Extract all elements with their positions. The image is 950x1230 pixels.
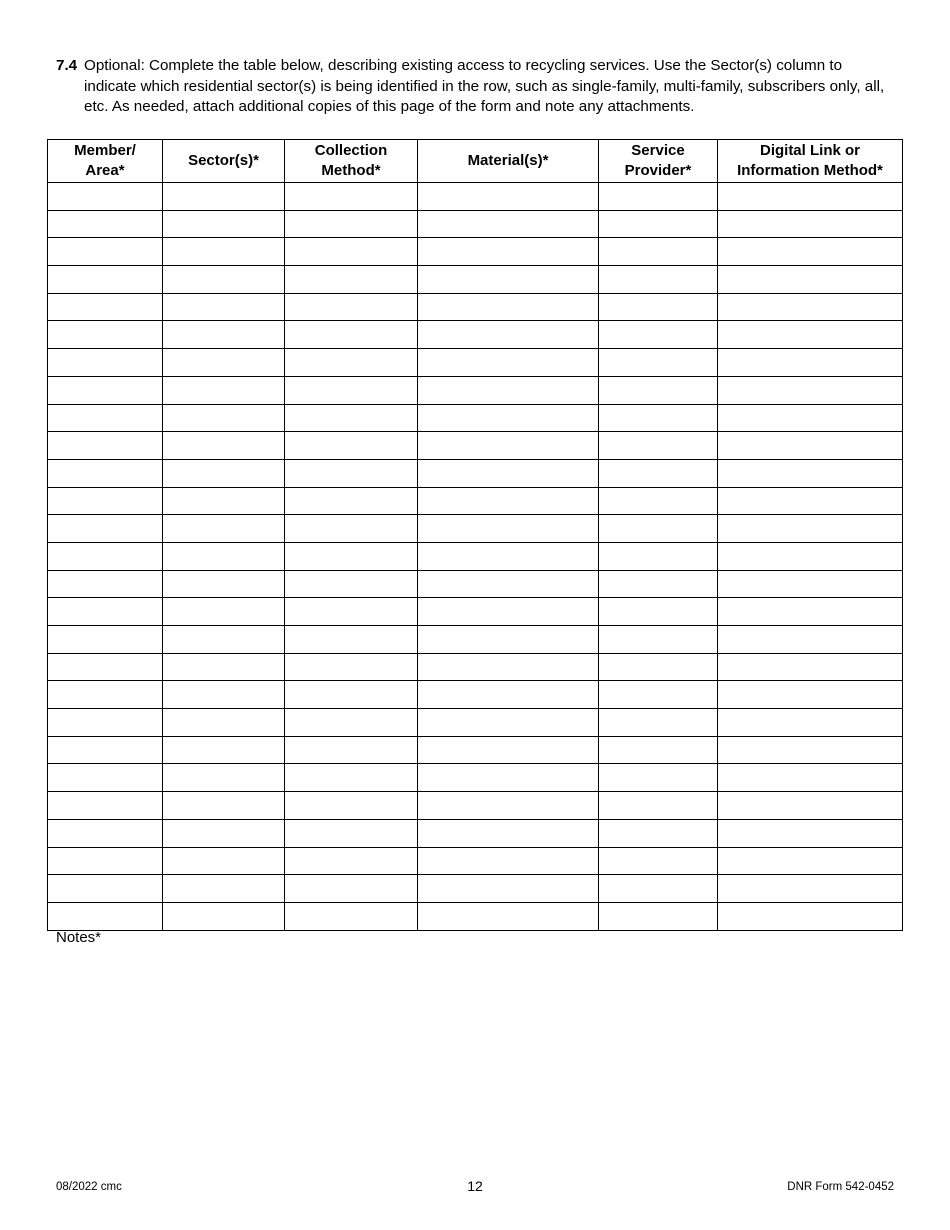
- table-row: [48, 321, 903, 349]
- table-cell[interactable]: [163, 542, 285, 570]
- table-cell[interactable]: [599, 349, 718, 377]
- table-cell[interactable]: [285, 432, 418, 460]
- table-cell[interactable]: [48, 847, 163, 875]
- table-cell[interactable]: [48, 321, 163, 349]
- table-row: [48, 819, 903, 847]
- table-cell[interactable]: [418, 349, 599, 377]
- table-cell[interactable]: [285, 404, 418, 432]
- table-cell[interactable]: [418, 626, 599, 654]
- table-cell[interactable]: [599, 293, 718, 321]
- table-cell[interactable]: [418, 847, 599, 875]
- table-cell[interactable]: [718, 432, 903, 460]
- table-row: [48, 238, 903, 266]
- table-cell[interactable]: [599, 542, 718, 570]
- table-cell[interactable]: [48, 376, 163, 404]
- table-cell[interactable]: [418, 487, 599, 515]
- table-cell[interactable]: [599, 764, 718, 792]
- table-cell[interactable]: [418, 792, 599, 820]
- table-cell[interactable]: [718, 376, 903, 404]
- table-cell[interactable]: [599, 238, 718, 266]
- table-cell[interactable]: [48, 626, 163, 654]
- table-cell[interactable]: [163, 681, 285, 709]
- table-row: [48, 598, 903, 626]
- table-cell[interactable]: [599, 598, 718, 626]
- table-cell[interactable]: [599, 183, 718, 211]
- question-number: 7.4: [56, 57, 78, 74]
- table-cell[interactable]: [48, 902, 163, 930]
- table-cell[interactable]: [718, 266, 903, 294]
- table-cell[interactable]: [285, 321, 418, 349]
- table-row: [48, 459, 903, 487]
- table-cell[interactable]: [48, 875, 163, 903]
- table-cell[interactable]: [418, 238, 599, 266]
- table-row: [48, 210, 903, 238]
- table-cell[interactable]: [48, 764, 163, 792]
- table-cell[interactable]: [285, 847, 418, 875]
- table-cell[interactable]: [285, 570, 418, 598]
- table-row: [48, 183, 903, 211]
- table-cell[interactable]: [418, 681, 599, 709]
- table-cell[interactable]: [418, 321, 599, 349]
- table-cell[interactable]: [418, 404, 599, 432]
- table-cell[interactable]: [418, 542, 599, 570]
- table-cell[interactable]: [599, 626, 718, 654]
- table-cell[interactable]: [285, 542, 418, 570]
- table-cell[interactable]: [285, 626, 418, 654]
- table-cell[interactable]: [48, 570, 163, 598]
- table-cell[interactable]: [163, 736, 285, 764]
- table-cell[interactable]: [718, 321, 903, 349]
- table-row: [48, 681, 903, 709]
- question-text: Optional: Complete the table below, describing existing access to recycling services. Use the Sector(s) column to indicate which residential sector(s) is being identified in the row, such as single-family, multi-family, subscribers only, all, etc. As needed, attach additional copies of this page of the form and note any attachments.: [84, 57, 885, 115]
- header-sectors: Sector(s)*: [163, 140, 285, 183]
- table-cell[interactable]: [285, 293, 418, 321]
- table-cell[interactable]: [718, 349, 903, 377]
- table-cell[interactable]: [418, 570, 599, 598]
- table-cell[interactable]: [418, 459, 599, 487]
- header-materials: Material(s)*: [418, 140, 599, 183]
- table-cell[interactable]: [418, 764, 599, 792]
- table-cell[interactable]: [285, 792, 418, 820]
- table-cell[interactable]: [285, 349, 418, 377]
- table-cell[interactable]: [718, 736, 903, 764]
- table-cell[interactable]: [163, 321, 285, 349]
- table-cell[interactable]: [163, 598, 285, 626]
- table-row: [48, 626, 903, 654]
- table-cell[interactable]: [163, 875, 285, 903]
- table-cell[interactable]: [418, 515, 599, 543]
- table-row: [48, 487, 903, 515]
- table-cell[interactable]: [718, 681, 903, 709]
- table-row: [48, 404, 903, 432]
- table-cell[interactable]: [48, 432, 163, 460]
- table-cell[interactable]: [599, 459, 718, 487]
- table-cell[interactable]: [418, 293, 599, 321]
- table-cell[interactable]: [285, 376, 418, 404]
- table-cell[interactable]: [48, 349, 163, 377]
- table-cell[interactable]: [285, 875, 418, 903]
- table-cell[interactable]: [599, 875, 718, 903]
- table-row: [48, 349, 903, 377]
- table-cell[interactable]: [285, 459, 418, 487]
- table-cell[interactable]: [48, 404, 163, 432]
- table-row: [48, 570, 903, 598]
- table-row: [48, 653, 903, 681]
- table-cell[interactable]: [718, 764, 903, 792]
- table-cell[interactable]: [48, 183, 163, 211]
- table-row: [48, 709, 903, 737]
- table-cell[interactable]: [418, 598, 599, 626]
- footer-date: 08/2022 cmc: [56, 1181, 122, 1193]
- table-cell[interactable]: [48, 487, 163, 515]
- table-row: [48, 792, 903, 820]
- table-cell[interactable]: [285, 210, 418, 238]
- table-cell[interactable]: [599, 404, 718, 432]
- table-cell[interactable]: [285, 764, 418, 792]
- table-cell[interactable]: [285, 819, 418, 847]
- table-cell[interactable]: [163, 626, 285, 654]
- table-cell[interactable]: [285, 598, 418, 626]
- table-cell[interactable]: [285, 183, 418, 211]
- table-cell[interactable]: [163, 847, 285, 875]
- table-cell[interactable]: [163, 376, 285, 404]
- table-cell[interactable]: [285, 487, 418, 515]
- table-cell[interactable]: [48, 210, 163, 238]
- table-cell[interactable]: [418, 210, 599, 238]
- table-cell[interactable]: [163, 570, 285, 598]
- table-cell[interactable]: [718, 570, 903, 598]
- table-cell[interactable]: [163, 293, 285, 321]
- table-cell[interactable]: [718, 238, 903, 266]
- table-cell[interactable]: [48, 653, 163, 681]
- table-cell[interactable]: [163, 792, 285, 820]
- table-cell[interactable]: [418, 736, 599, 764]
- table-cell[interactable]: [163, 653, 285, 681]
- table-cell[interactable]: [285, 266, 418, 294]
- table-cell[interactable]: [48, 709, 163, 737]
- question-7-4: [56, 56, 886, 118]
- table-cell[interactable]: [718, 792, 903, 820]
- table-cell[interactable]: [163, 183, 285, 211]
- table-body: [48, 183, 903, 931]
- recycling-services-table: [47, 139, 903, 931]
- table-cell[interactable]: [163, 349, 285, 377]
- table-cell[interactable]: [599, 736, 718, 764]
- table-cell[interactable]: [599, 847, 718, 875]
- table-cell[interactable]: [599, 210, 718, 238]
- table-cell[interactable]: [285, 902, 418, 930]
- table-cell[interactable]: [163, 487, 285, 515]
- table-row: [48, 736, 903, 764]
- table-cell[interactable]: [718, 709, 903, 737]
- table-cell[interactable]: [599, 792, 718, 820]
- table-cell[interactable]: [48, 819, 163, 847]
- table-cell[interactable]: [718, 487, 903, 515]
- table-row: [48, 266, 903, 294]
- table-cell[interactable]: [718, 404, 903, 432]
- table-cell[interactable]: [285, 653, 418, 681]
- table-row: [48, 542, 903, 570]
- table-cell[interactable]: [718, 598, 903, 626]
- header-collection-method: Collection Method*: [285, 140, 418, 183]
- table-cell[interactable]: [599, 902, 718, 930]
- header-member-area: Member/ Area*: [48, 140, 163, 183]
- table-row: [48, 847, 903, 875]
- table-cell[interactable]: [718, 875, 903, 903]
- table-cell[interactable]: [718, 183, 903, 211]
- table-cell[interactable]: [599, 266, 718, 294]
- table-cell[interactable]: [599, 321, 718, 349]
- table-row: [48, 293, 903, 321]
- table-row: [48, 902, 903, 930]
- table-cell[interactable]: [599, 570, 718, 598]
- table-cell[interactable]: [718, 515, 903, 543]
- table-cell[interactable]: [718, 626, 903, 654]
- table-cell[interactable]: [163, 266, 285, 294]
- table-cell[interactable]: [163, 404, 285, 432]
- table-cell[interactable]: [285, 709, 418, 737]
- table-cell[interactable]: [718, 847, 903, 875]
- table-cell[interactable]: [418, 709, 599, 737]
- table-cell[interactable]: [599, 487, 718, 515]
- table-cell[interactable]: [418, 432, 599, 460]
- table-cell[interactable]: [718, 293, 903, 321]
- table-cell[interactable]: [163, 238, 285, 266]
- table-cell[interactable]: [48, 542, 163, 570]
- table-row: [48, 432, 903, 460]
- table-cell[interactable]: [285, 515, 418, 543]
- table-cell[interactable]: [48, 736, 163, 764]
- table-row: [48, 764, 903, 792]
- table-cell[interactable]: [285, 238, 418, 266]
- table-cell[interactable]: [418, 376, 599, 404]
- table-cell[interactable]: [48, 266, 163, 294]
- table-cell[interactable]: [718, 210, 903, 238]
- table-cell[interactable]: [599, 376, 718, 404]
- table-cell[interactable]: [418, 183, 599, 211]
- header-digital-link: Digital Link or Information Method*: [718, 140, 903, 183]
- table-cell[interactable]: [48, 598, 163, 626]
- table-cell[interactable]: [48, 459, 163, 487]
- table-cell[interactable]: [163, 902, 285, 930]
- table-row: [48, 875, 903, 903]
- table-row: [48, 376, 903, 404]
- form-id: DNR Form 542-0452: [787, 1181, 894, 1193]
- table-cell[interactable]: [418, 653, 599, 681]
- table-cell[interactable]: [163, 709, 285, 737]
- table-cell[interactable]: [418, 819, 599, 847]
- table-cell[interactable]: [599, 681, 718, 709]
- table-cell[interactable]: [718, 653, 903, 681]
- table-cell[interactable]: [599, 653, 718, 681]
- table-cell[interactable]: [418, 266, 599, 294]
- table-cell[interactable]: [48, 515, 163, 543]
- table-cell[interactable]: [163, 515, 285, 543]
- table-row: [48, 515, 903, 543]
- table-cell[interactable]: [163, 764, 285, 792]
- header-service-provider: Service Provider*: [599, 140, 718, 183]
- table-cell[interactable]: [163, 210, 285, 238]
- table-cell[interactable]: [285, 681, 418, 709]
- table-cell[interactable]: [163, 459, 285, 487]
- table-cell[interactable]: [48, 792, 163, 820]
- table-cell[interactable]: [48, 238, 163, 266]
- table-cell[interactable]: [418, 875, 599, 903]
- table-cell[interactable]: [718, 459, 903, 487]
- table-cell[interactable]: [418, 902, 599, 930]
- notes-label: Notes*: [56, 929, 102, 946]
- table-cell[interactable]: [599, 432, 718, 460]
- table-cell[interactable]: [48, 681, 163, 709]
- page-number: 12: [467, 1178, 483, 1194]
- table-cell[interactable]: [599, 709, 718, 737]
- table-cell[interactable]: [163, 819, 285, 847]
- table-cell[interactable]: [718, 902, 903, 930]
- table-cell[interactable]: [285, 736, 418, 764]
- table-cell[interactable]: [163, 432, 285, 460]
- table-cell[interactable]: [48, 293, 163, 321]
- table-cell[interactable]: [718, 542, 903, 570]
- table-cell[interactable]: [599, 515, 718, 543]
- table-header-row: [48, 140, 903, 183]
- table-cell[interactable]: [599, 819, 718, 847]
- table-cell[interactable]: [718, 819, 903, 847]
